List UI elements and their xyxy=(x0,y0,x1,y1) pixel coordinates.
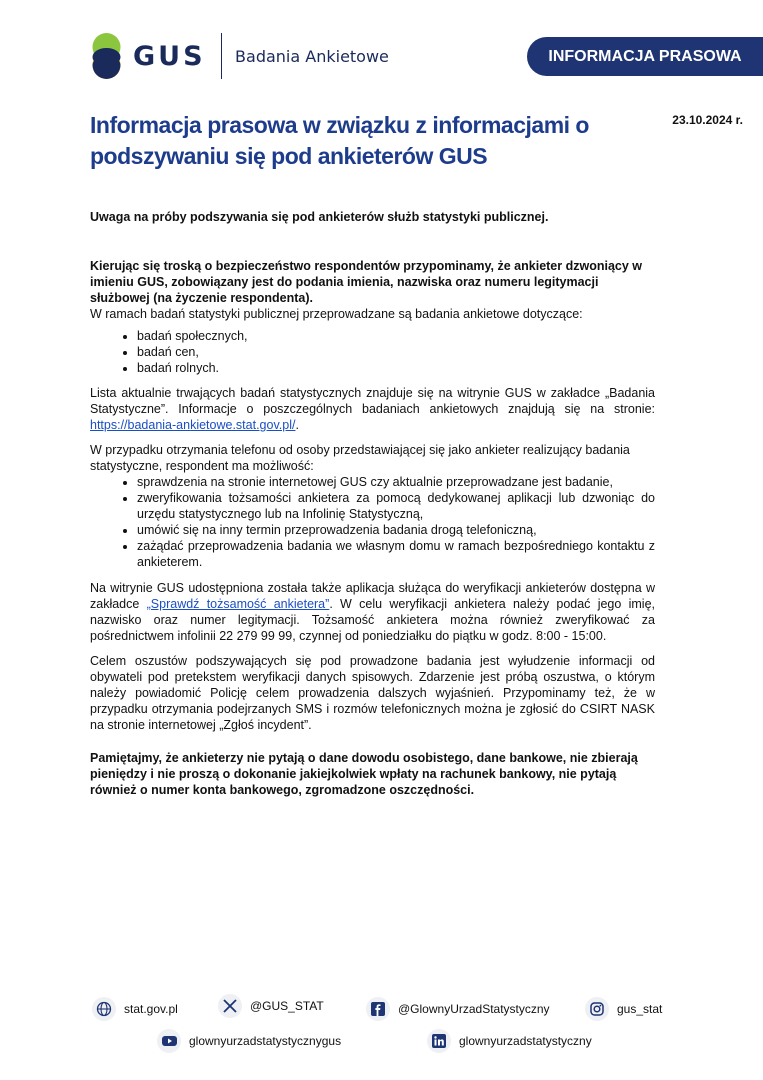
youtube-label: glownyurzadstatystycznygus xyxy=(189,1034,342,1048)
verify-interviewer-link[interactable]: „Sprawdź tożsamość ankietera” xyxy=(146,597,330,611)
x-label: @GUS_STAT xyxy=(250,999,324,1013)
intro-paragraph: W ramach badań statystyki publicznej przeprowadzane są badania ankietowe dotyczące: xyxy=(90,307,583,321)
logo-divider xyxy=(221,33,223,79)
respondent-options-list xyxy=(90,474,655,570)
facebook-icon xyxy=(366,997,390,1021)
survey-website-link[interactable]: https://badania-ankietowe.stat.gov.pl/ xyxy=(90,418,296,432)
youtube-icon xyxy=(157,1029,181,1053)
phone-paragraph: W przypadku otrzymania telefonu od osoby przedstawiającej się jako ankieter realizujący badania statystyczne, respondent ma możliwość: xyxy=(90,443,630,473)
linkedin-link[interactable] xyxy=(427,1029,592,1053)
instagram-icon xyxy=(585,997,609,1021)
press-release-banner: INFORMACJA PRASOWA xyxy=(527,37,763,76)
logo-wordmark: GUS xyxy=(133,40,206,72)
list-item: • badań społecznych, xyxy=(137,328,655,344)
facebook-link[interactable] xyxy=(366,997,550,1021)
survey-topics-list xyxy=(90,328,655,376)
instagram-link[interactable] xyxy=(585,997,662,1021)
closing-paragraph: Pamiętajmy, że ankieterzy nie pytają o dane dowodu osobistego, dane bankowe, nie zbierają pieniędzy i nie proszą o dokonanie jakiejkolwiek wpłaty na rachunek bankowy, nie pytają również o numer konta bankowego, zgromadzone oszczędności. xyxy=(90,751,638,797)
lead-paragraph: Uwaga na próby podszywania się pod ankieterów służb statystyki publicznej. xyxy=(90,210,549,224)
website-label: stat.gov.pl xyxy=(124,1002,178,1016)
youtube-link[interactable] xyxy=(157,1029,341,1053)
x-icon xyxy=(218,994,242,1018)
gus-logo xyxy=(90,33,389,79)
list-item: • badań cen, xyxy=(137,344,655,360)
list-item: • zweryfikowania tożsamości ankietera za pomocą dedykowanej aplikacji lub dzwoniąc do urzędu statystycznego lub na Infolinię Statystyczną, xyxy=(137,490,655,522)
instagram-label: gus_stat xyxy=(617,1002,663,1016)
linkedin-icon xyxy=(427,1029,451,1053)
article-body xyxy=(90,209,655,798)
list-item: • sprawdzenia na stronie internetowej GUS czy aktualnie przeprowadzane jest badanie, xyxy=(137,474,655,490)
survey-list-paragraph: Lista aktualnie trwających badań statystycznych znajduje się na witrynie GUS w zakładce „Badania Statystyczne”. Informacje o poszczególnych badaniach ankietowych znajdują się na stronie: https://badania-ankietowe.stat.gov.pl/. xyxy=(90,386,655,432)
release-date: 23.10.2024 r. xyxy=(672,113,743,127)
list-item: • zażądać przeprowadzenia badania we własnym domu w ramach bezpośredniego kontaktu z ankieterem. xyxy=(137,538,655,570)
page-title: Informacja prasowa w związku z informacjami o podszywaniu się pod ankieterów GUS xyxy=(90,112,589,169)
facebook-label: @GlownyUrzadStatystyczny xyxy=(398,1002,550,1016)
x-link[interactable] xyxy=(218,994,324,1018)
linkedin-label: glownyurzadstatystyczny xyxy=(459,1034,592,1048)
globe-icon xyxy=(92,997,116,1021)
intro-bold-paragraph: Kierując się troską o bezpieczeństwo respondentów przypominamy, że ankieter dzwoniący w imieniu GUS, zobowiązany jest do podania imienia, nazwiska oraz numeru legitymacji służbowej (na życzenie respondenta). xyxy=(90,259,643,305)
list-item: • umówić się na inny termin przeprowadzenia badania drogą telefoniczną, xyxy=(137,522,655,538)
app-paragraph: Na witrynie GUS udostępniona została także aplikacja służąca do weryfikacji ankieterów dostępna w zakładce „Sprawdź tożsamość ankietera”. W celu weryfikacji ankietera należy podać jego imię, nazwisko oraz numer legitymacji. Tożsamość ankietera można również zweryfikować za pośrednictwem infolinii 22 279 99 99, czynnej od poniedziałku do piątku w godz. 8:00 - 15:00. xyxy=(90,581,656,643)
website-link[interactable] xyxy=(92,997,178,1021)
gus-logo-mark xyxy=(90,33,123,79)
fraud-paragraph: Celem oszustów podszywających się pod prowadzone badania jest wyłudzenie informacji od obywateli pod pretekstem weryfikacji danych spisowych. Zdarzenie jest próbą oszustwa, o którym należy powiadomić Policję celem prowadzenia dalszych wyjaśnień. Przypominamy też, że w przypadku otrzymania podejrzanych SMS i rozmów telefonicznych można je zgłosić do CSIRT NASK na stronie internetowej „Zgłoś incydent”. xyxy=(90,654,655,732)
logo-subtitle: Badania Ankietowe xyxy=(235,46,389,66)
list-item: • badań rolnych. xyxy=(137,360,655,376)
